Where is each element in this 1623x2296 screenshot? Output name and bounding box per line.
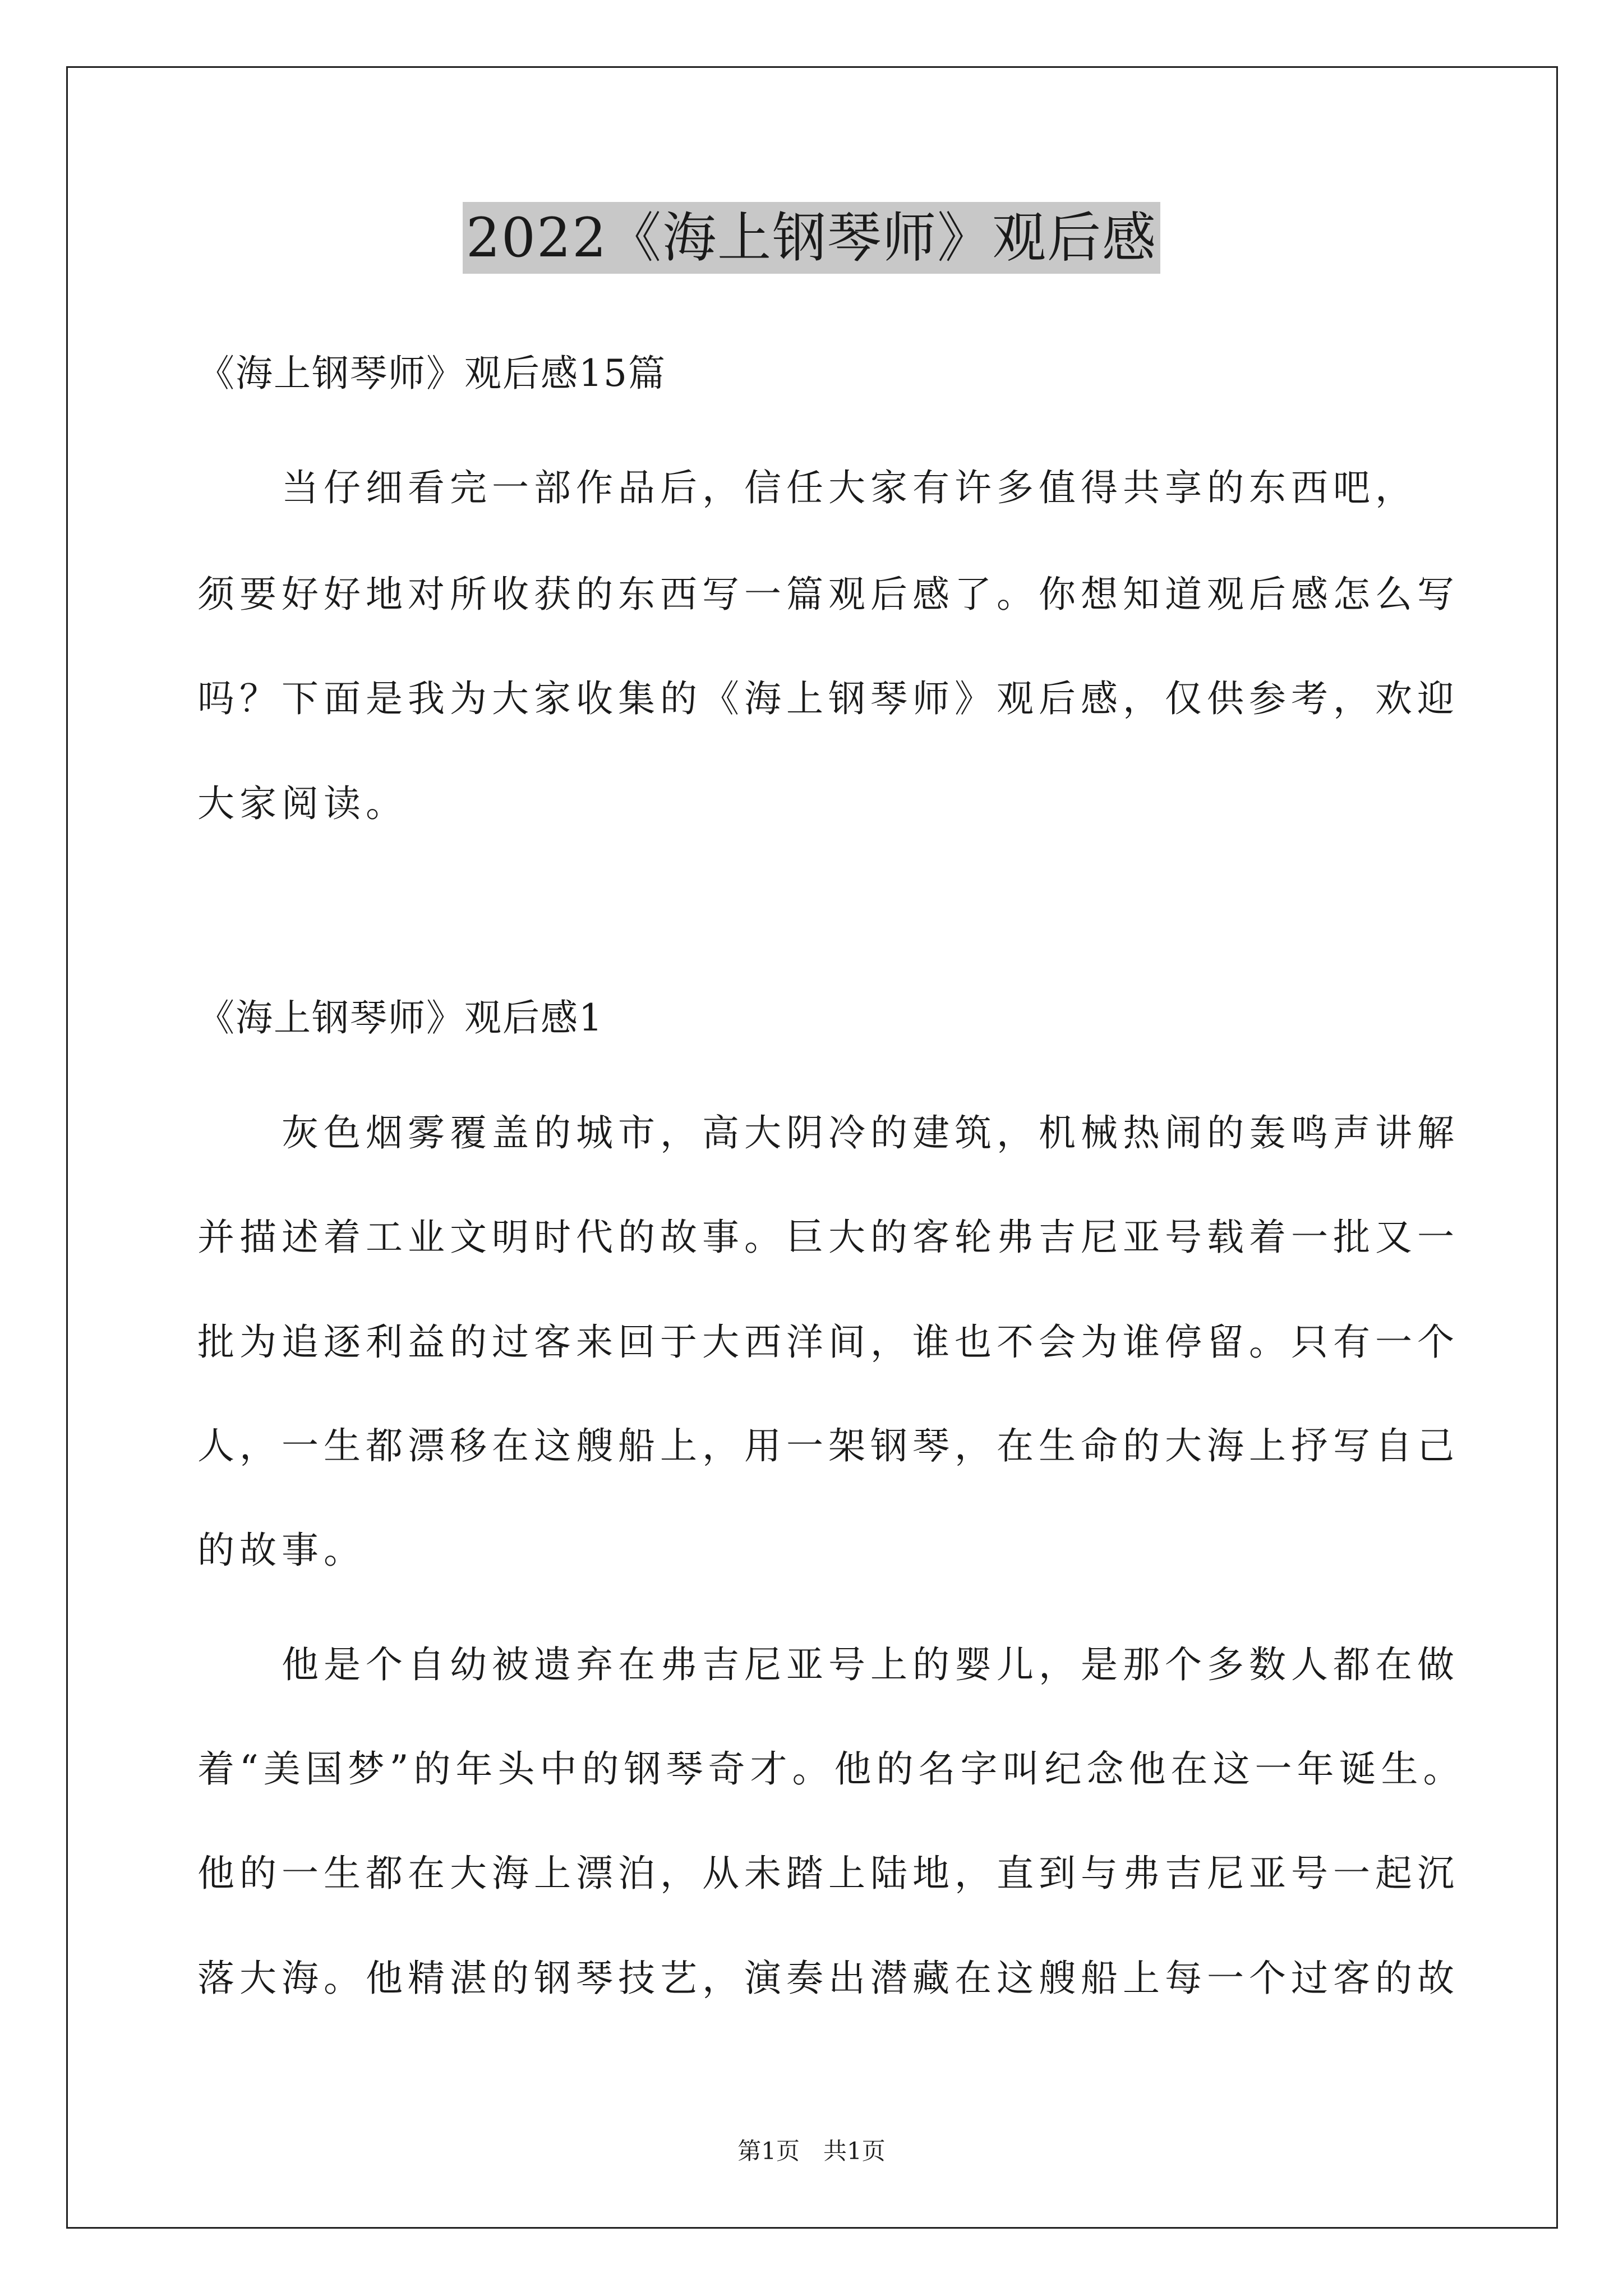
document-subtitle: 《海上钢琴师》观后感15篇 [197, 352, 666, 395]
intro-line: 当仔细看完一部作品后，信任大家有许多值得共享的东西吧， [197, 466, 1417, 509]
paragraph-line: 灰色烟雾覆盖的城市，高大阴冷的建筑，机械热闹的轰鸣声讲解 [197, 1111, 1459, 1154]
paragraph-line: 落大海。他精湛的钢琴技艺，演奏出潜藏在这艘船上每一个过客的故 [197, 1957, 1459, 2000]
intro-line: 吗？下面是我为大家收集的《海上钢琴师》观后感，仅供参考，欢迎 [197, 677, 1459, 720]
document-title: 2022《海上钢琴师》观后感 [463, 202, 1160, 274]
title-container [0, 202, 1623, 274]
paragraph-line: 着“美国梦”的年头中的钢琴奇才。他的名字叫纪念他在这一年诞生。 [197, 1747, 1465, 1791]
paragraph-line: 的故事。 [197, 1529, 366, 1572]
page-footer: 第1页 共1页 [737, 2137, 886, 2165]
paragraph-line: 他是个自幼被遗弃在弗吉尼亚号上的婴儿，是那个多数人都在做 [197, 1643, 1459, 1686]
paragraph-line: 他的一生都在大海上漂泊，从未踏上陆地，直到与弗吉尼亚号一起沉 [197, 1852, 1459, 1895]
section-heading: 《海上钢琴师》观后感1 [197, 996, 603, 1039]
paragraph-line: 人，一生都漂移在这艘船上，用一架钢琴，在生命的大海上抒写自己 [197, 1424, 1459, 1467]
paragraph-line: 并描述着工业文明时代的故事。巨大的客轮弗吉尼亚号载着一批又一 [197, 1216, 1459, 1259]
intro-line: 大家阅读。 [197, 782, 408, 825]
intro-line: 须要好好地对所收获的东西写一篇观后感了。你想知道观后感怎么写 [197, 573, 1459, 616]
paragraph-line: 批为追逐利益的过客来回于大西洋间，谁也不会为谁停留。只有一个 [197, 1320, 1459, 1364]
